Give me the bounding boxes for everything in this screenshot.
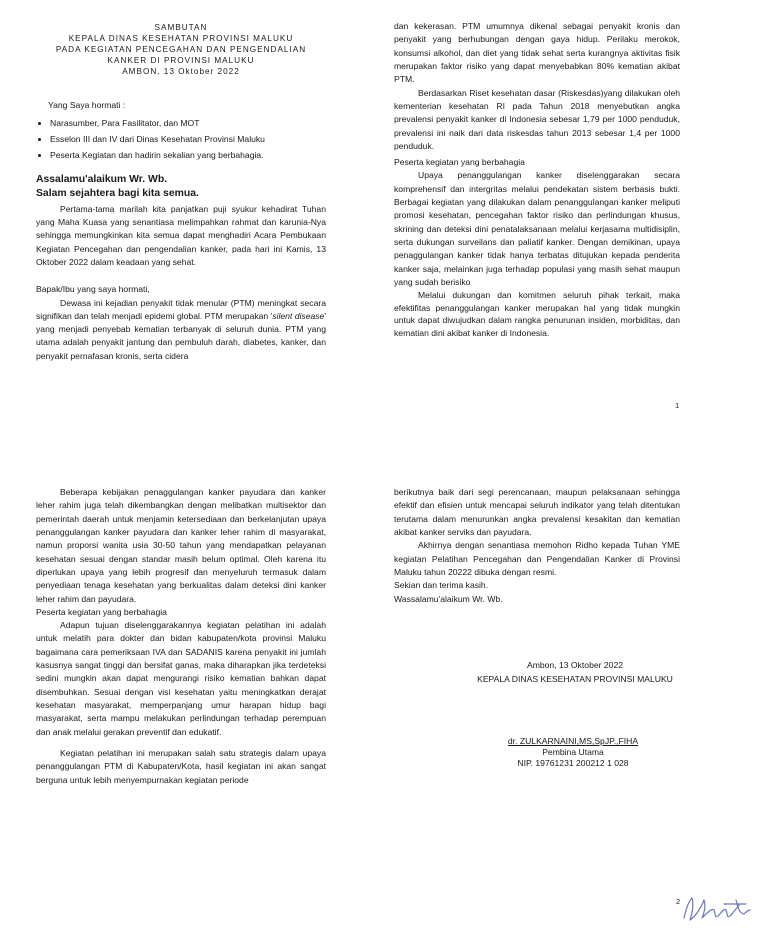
salutation-intro: Yang Saya hormati : xyxy=(48,100,126,111)
page1-left-column xyxy=(36,22,326,363)
header-line: KANKER DI PROVINSI MALUKU xyxy=(107,56,255,66)
signatory-rank: Pembina Utama xyxy=(542,747,604,758)
signature-scribble xyxy=(680,892,752,926)
emphasis-text: silent disease xyxy=(272,310,325,321)
paragraph: Kegiatan pelatihan ini merupakan salah satu strategis dalam upaya penanggulangan PTM di Kabupaten/Kota, hasil kegiatan ini akan sangat berguna untuk lebih menyempurnakan kegiatan periode xyxy=(36,747,326,785)
page1-right-column xyxy=(394,20,680,339)
page2-right-column xyxy=(394,486,680,606)
list-item: • Esselon III dan IV dari Dinas Kesehatan Provinsi Maluku xyxy=(50,133,326,146)
place-date-block xyxy=(470,660,680,685)
page-number: 1 xyxy=(675,401,680,410)
page-number: 2 xyxy=(676,897,681,906)
paragraph: Pertama-tama marilah kita panjatkan puji syukur kehadirat Tuhan yang Maha Kuasa yang senantiasa melimpahkan rahmat dan karunia-Nya sehingga memungkinkan kita semua dapat menghadiri Acara Pembukaan Kegiatan Pencegahan dan pengendalian kanker, pada hari ini Kamis, 13 Oktober 2022 dalam keadaan yang sehat. xyxy=(36,203,326,267)
paragraph: Upaya penanggulangan kanker diselenggarakan secara komprehensif dan intergritas melalui pendekatan sistem berbasis bukti. Berbagai kegiatan yang dilakukan dalam penanggulangan kanker meliputi promosi kesehatan, pencegahan faktor risiko dan perlindungan khusus, skrining dan deteksi dini penatalaksanaan melalui kerjasama multidisiplin, serta dukungan surveilans dan paliatif kanker. Dengan demikinan, upaya penaggulangan kanker tidak hanya terbatas ditujukan kepada penderita kanker saja, melainkan juga terhadap populasi yang masih sehat maupun yang sudah berisiko xyxy=(394,170,680,287)
closing-line: Wassalamu'alaikum Wr. Wb. xyxy=(394,593,503,604)
signatory-name: dr. ZULKARNAINI,MS,SpJP.,FIHA xyxy=(507,736,639,746)
section-subheading: Peserta kegiatan yang berbahagia xyxy=(394,157,525,168)
paragraph: Beberapa kebijakan penaggulangan kanker payudara dan kanker leher rahim juga telah dikembangkan dengan melibatkan multisektor dan pemerintah daerah untuk menjamin ketersediaan dan berkelanjutan upaya penanggulangan kanker payudara dan kanker leher rahim di masyarakat, namun proporsi wanita usia 30-50 tahun yang mendapatkan pelayanan kesehatan sesuai dengan standar masih belum optimal. Oleh karena itu diperlukan upaya yang lebih progresif dan menyeluruh termasuk dalam penyediaan tenaga kesehatan yang berkualitas dalam deteksi dini kanker leher rahim dan payudara. xyxy=(36,487,326,604)
paragraph: berikutnya baik dari segi perencanaan, maupun pelaksanaan sehingga efektif dan efisien untuk mencapai seluruh indikator yang telah ditentukan terutama dalam menurunkan angka prevalensi kesakitan dan kematian akibat kanker serviks dan payudara. xyxy=(394,487,680,537)
paragraph: Melalui dukungan dan komitmen seluruh pihak terkait, maka efektifitas penanggulangan kanker merupakan hal yang tidak mungkin untuk dapat diwujudkan dalam rangka penurunan insiden, morbiditas, dan kematian dini akibat kanker di Indonesia. xyxy=(394,290,680,338)
office-title: KEPALA DINAS KESEHATAN PROVINSI MALUKU xyxy=(477,674,673,685)
header-line: SAMBUTAN xyxy=(154,23,208,32)
paragraph: Adapun tujuan diselenggarakannya kegiatan pelatihan ini adalah untuk melatih para dokter dan bidan kabupaten/kota provinsi Maluku bagaimana cara pemeriksaan IVA dan SADANIS karena penyakit ini jumlah kasusnya sangat tinggi dan bersifat ganas, maka diharapkan jika terdeteksi sedini mungkin akan dapat mengurangi risiko kematian bahkan dapat disembuhkan. Sesuai dengan visi kesehatan yaitu meningkatkan derajat kesehatan masyarakat, memperpanjang umur harapan hidup bagi masyarakat, serta mampu melakukan perlindungan terhadap perempuan dan anak melalui gerakan preventif dan edukatif. xyxy=(36,620,326,737)
page2-left-column xyxy=(36,486,326,787)
paragraph: dan kekerasan. PTM umumnya dikenal sebagai penyakit kronis dan penyakit yang berhubungan dengan gaya hidup. Perilaku merokok, konsumsi alkohol, dan diet yang tidak sehat serta kurangnya aktivitas fisik merupakan faktor risiko yang dapat menyebabkan 80% kematian akibat PTM. xyxy=(394,21,680,85)
greeting-line: Salam sejahtera bagi kita semua. xyxy=(36,187,199,199)
greeting-line: Assalamu'alaikum Wr. Wb. xyxy=(36,173,168,185)
paragraph: Berdasarkan Riset kesehatan dasar (Riskesdas)yang dilakukan oleh kementerian kesehatan RI pada Tahun 2018 menyebutkan angka prevalensi penyakit kanker di Indonesia sebesar 1,79 per 1000 penduduk, prevalensi ini naik dari data riskesdas tahun 2013 sebesar 1,4 per 1000 penduduk. xyxy=(394,87,680,151)
document-page-1 xyxy=(0,0,768,420)
paragraph: Akhirnya dengan senantiasa memohon Ridho kepada Tuhan YME kegiatan Pelatihan Pencegahan dan Pengendalian Kanker di Provinsi Maluku tahun 20222 dibuka dengan resmi. xyxy=(394,540,680,577)
signatory-block xyxy=(498,736,648,770)
list-item: • Peserta Kegiatan dan hadirin sekalian yang berbahagia. xyxy=(50,149,326,162)
place-date: Ambon, 13 Oktober 2022 xyxy=(526,660,624,670)
address-line: Bapak/Ibu yang saya hormati, xyxy=(36,284,150,295)
list-item: • Narasumber, Para Fasilitator, dan MOT xyxy=(50,117,326,130)
paragraph-text: ' yang menjadi penyebab kematian terbanyak di seluruh dunia. PTM yang utama adalah penyakit jantung dan pembuluh darah, diabetes, kanker, dan penyakit pernafasan kronis, serta cidera xyxy=(36,310,326,361)
header-line: PADA KEGIATAN PENCEGAHAN DAN PENGENDALIAN xyxy=(55,45,307,55)
paragraph xyxy=(36,297,326,364)
recipients-list xyxy=(36,117,326,163)
paragraph-text: Dewasa ini kejadian penyakit tidak menular (PTM) meningkat secara signifikan dan telah menjadi epidemi global. PTM merupakan ' xyxy=(36,297,326,321)
speech-header xyxy=(36,22,326,77)
document-page-2 xyxy=(0,478,768,932)
signatory-nip: NIP. 19761231 200212 1 028 xyxy=(517,758,629,769)
closing-line: Sekian dan terima kasih. xyxy=(394,580,489,591)
header-line: AMBON, 13 Oktober 2022 xyxy=(122,67,240,77)
section-subheading: Peserta kegiatan yang berbahagia xyxy=(36,606,167,617)
header-line: KEPALA DINAS KESEHATAN PROVINSI MALUKU xyxy=(68,34,294,44)
